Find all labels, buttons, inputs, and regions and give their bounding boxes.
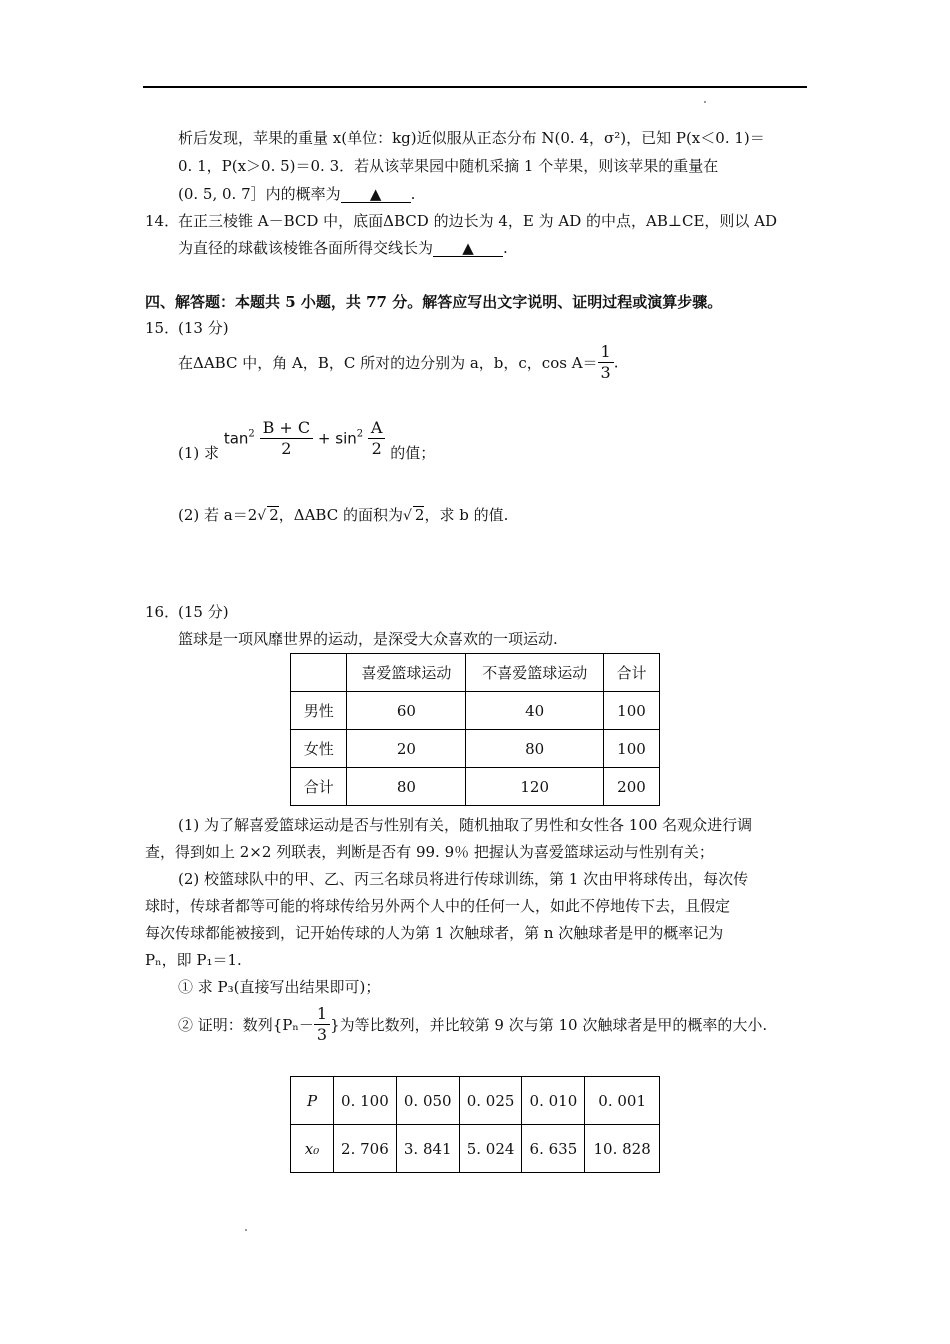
table-cell: 100 bbox=[604, 692, 660, 730]
q15-points: (13 分) bbox=[178, 319, 229, 337]
q16-part-2-line-4: Pₙ，即 P₁＝1. bbox=[145, 951, 242, 969]
table-cell: 合计 bbox=[291, 768, 347, 806]
q16-points: (15 分) bbox=[178, 603, 229, 621]
section-heading: 四、解答题：本题共 5 小题，共 77 分。解答应写出文字说明、证明过程或演算步骤。 bbox=[145, 293, 723, 311]
table-cell: 0. 010 bbox=[522, 1077, 585, 1125]
q15-bc-denominator: 2 bbox=[260, 438, 314, 459]
table-cell: P bbox=[291, 1077, 334, 1125]
q15-number: 15． bbox=[145, 319, 180, 337]
table-header-cell: 不喜爱篮球运动 bbox=[466, 654, 604, 692]
q16-part-2-line-1: (2) 校篮球队中的甲、乙、丙三名球员将进行传球训练，第 1 次由甲将球传出，每次传 bbox=[178, 870, 749, 888]
q15-part-1 bbox=[178, 418, 436, 462]
answer-blank-q13[interactable]: ▲ bbox=[341, 186, 411, 203]
footer-dot bbox=[245, 1229, 247, 1231]
header-dot bbox=[704, 101, 706, 103]
q16-sub-2-end: }为等比数列，并比较第 9 次与第 10 次触球者是甲的概率的大小. bbox=[330, 1016, 768, 1034]
table-cell: 10. 828 bbox=[585, 1125, 660, 1173]
q13-line-3-end: . bbox=[410, 185, 416, 203]
q14-number: 14． bbox=[145, 212, 180, 230]
q15-a-denominator: 2 bbox=[368, 438, 386, 459]
table-cell: 80 bbox=[466, 730, 604, 768]
q16-part-2-line-2: 球时，传球者都等可能的将球传给另外两个人中的任何一人，如此不停地传下去，且假定 bbox=[145, 897, 731, 915]
q16-intro: 篮球是一项风靡世界的运动，是深受大众喜欢的一项运动. bbox=[178, 630, 558, 648]
q16-fraction-numerator: 1 bbox=[316, 1004, 328, 1023]
table-cell: 6. 635 bbox=[522, 1125, 585, 1173]
table-row bbox=[291, 692, 660, 730]
q16-number: 16． bbox=[145, 603, 180, 621]
q15-tan-label: tan bbox=[223, 429, 249, 448]
q15-part-2-text: (2) 若 a＝2 bbox=[178, 506, 258, 524]
q15-part-2 bbox=[178, 505, 508, 526]
table-cell: 200 bbox=[604, 768, 660, 806]
table-row bbox=[291, 768, 660, 806]
table-cell: 40 bbox=[466, 692, 604, 730]
table-row bbox=[291, 654, 660, 692]
table-cell: 男性 bbox=[291, 692, 347, 730]
table-cell: 2. 706 bbox=[334, 1125, 397, 1173]
q15-cos-denominator: 3 bbox=[598, 362, 614, 383]
q13-line-1: 析后发现，苹果的重量 x(单位：kg)近似服从正态分布 N(0. 4，σ²)，已知 P(x＜0. 1)＝ bbox=[178, 129, 765, 147]
q14-line-2 bbox=[178, 238, 508, 258]
sqrt-symbol-2: √ bbox=[402, 508, 412, 524]
table-header-cell bbox=[291, 654, 347, 692]
q15-sin-exponent: 2 bbox=[356, 428, 364, 440]
table-cell: x₀ bbox=[291, 1125, 334, 1173]
q15-stem-end: . bbox=[613, 353, 619, 372]
q16-sub-2 bbox=[178, 1004, 767, 1045]
q13-line-3-text: (0. 5, 0. 7］内的概率为 bbox=[178, 185, 341, 203]
q15-root-1: 2 bbox=[269, 506, 279, 524]
q15-part-1-end: 的值； bbox=[390, 444, 436, 462]
table-cell: 0. 050 bbox=[396, 1077, 459, 1125]
q15-part-2-mid: ，ΔABC 的面积为 bbox=[278, 506, 403, 524]
table-cell: 女性 bbox=[291, 730, 347, 768]
q13-line-2: 0. 1，P(x＞0. 5)＝0. 3．若从该苹果园中随机采摘 1 个苹果，则该苹果的重量在 bbox=[178, 157, 719, 175]
q15-a-fraction bbox=[368, 418, 386, 459]
table-header-cell: 喜爱篮球运动 bbox=[347, 654, 466, 692]
q15-bc-numerator: B + C bbox=[262, 418, 311, 437]
table-cell: 20 bbox=[347, 730, 466, 768]
q16-part-1-line-1: (1) 为了解喜爱篮球运动是否与性别有关，随机抽取了男性和女性各 100 名观众进行调 bbox=[178, 816, 753, 834]
table-cell: 100 bbox=[604, 730, 660, 768]
table-cell: 60 bbox=[347, 692, 466, 730]
contingency-table bbox=[290, 653, 660, 806]
header-rule bbox=[143, 86, 807, 88]
q15-sin-label: + sin bbox=[317, 429, 357, 448]
table-row bbox=[291, 1077, 660, 1125]
q15-bc-fraction bbox=[260, 418, 314, 459]
sqrt-symbol-1: √ bbox=[257, 508, 267, 524]
q14-line-2-end: . bbox=[503, 239, 508, 257]
q16-part-1-line-2: 查，得到如上 2×2 列联表，判断是否有 99. 9％ 把握认为喜爱篮球运动与性别有关； bbox=[145, 843, 714, 861]
q16-fraction bbox=[314, 1004, 330, 1045]
q15-cos-numerator: 1 bbox=[600, 342, 611, 361]
table-cell: 3. 841 bbox=[396, 1125, 459, 1173]
table-cell: 5. 024 bbox=[459, 1125, 522, 1173]
q15-part-2-end: ，求 b 的值. bbox=[424, 506, 509, 524]
q15-tan-exponent: 2 bbox=[248, 428, 255, 440]
q15-a-numerator: A bbox=[370, 418, 383, 437]
table-row bbox=[291, 730, 660, 768]
q15-stem bbox=[178, 342, 619, 383]
q14-line-1: 在正三棱锥 A－BCD 中，底面ΔBCD 的边长为 4，E 为 AD 的中点，AB⊥CE，则以 AD bbox=[178, 212, 778, 230]
q16-fraction-denominator: 3 bbox=[314, 1024, 330, 1045]
q13-line-3 bbox=[178, 184, 415, 204]
q15-cos-fraction bbox=[598, 342, 614, 383]
table-cell: 120 bbox=[466, 768, 604, 806]
table-row bbox=[291, 1125, 660, 1173]
table-cell: 80 bbox=[347, 768, 466, 806]
table-cell: 0. 100 bbox=[334, 1077, 397, 1125]
table-cell: 0. 001 bbox=[585, 1077, 660, 1125]
table-cell: 0. 025 bbox=[459, 1077, 522, 1125]
q14-line-2-text: 为直径的球截该棱锥各面所得交线长为 bbox=[178, 239, 434, 257]
answer-blank-q14[interactable]: ▲ bbox=[433, 240, 503, 257]
table-header-cell: 合计 bbox=[604, 654, 660, 692]
critical-value-table bbox=[290, 1076, 660, 1173]
q15-stem-text: 在ΔABC 中，角 A，B，C 所对的边分别为 a，b，c，cos A＝ bbox=[178, 354, 598, 372]
q15-part-1-label: (1) 求 bbox=[178, 444, 220, 462]
q16-sub-1: ① 求 P₃(直接写出结果即可)； bbox=[178, 978, 381, 996]
q16-part-2-line-3: 每次传球都能被接到，记开始传球的人为第 1 次触球者，第 n 次触球者是甲的概率记为 bbox=[145, 924, 724, 942]
q15-root-2: 2 bbox=[414, 506, 425, 524]
q16-sub-2-text: ② 证明：数列{Pₙ－ bbox=[178, 1016, 314, 1034]
